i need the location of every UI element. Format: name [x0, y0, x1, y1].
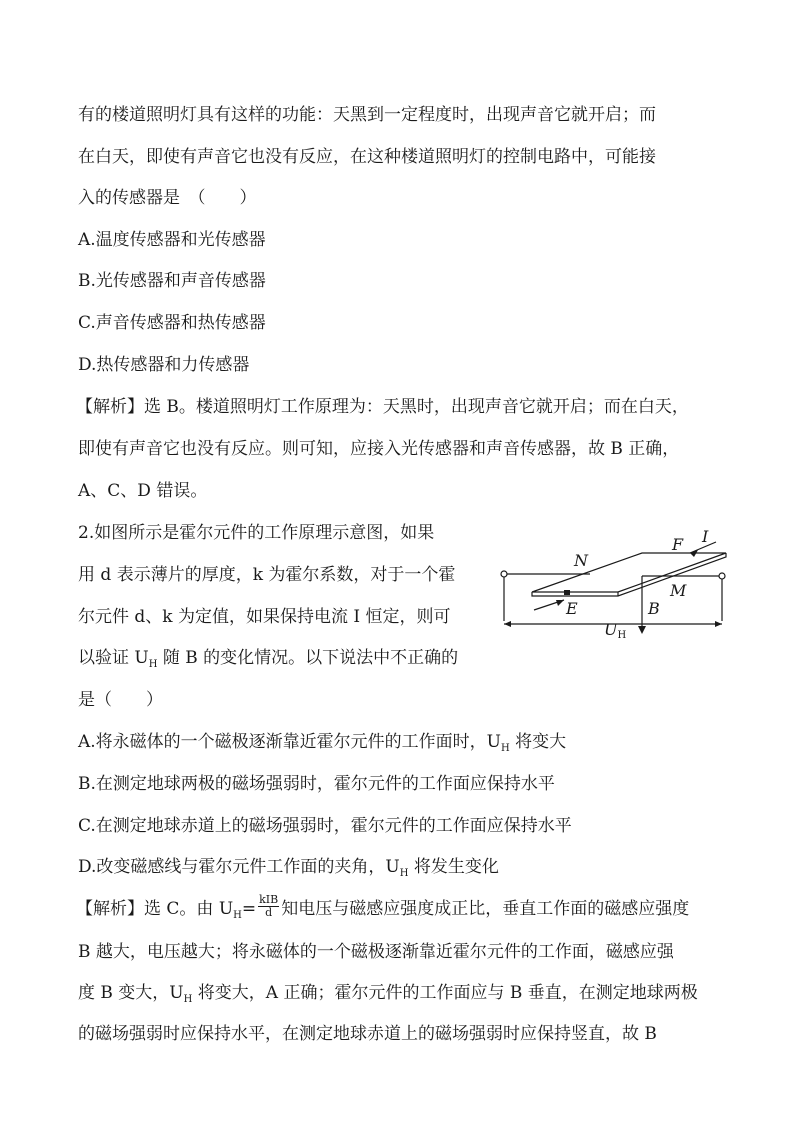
q2-stem-line-3: 尔元件 d、k 为定值，如果保持电流 I 恒定，则可 — [78, 607, 451, 627]
q1-analysis-line-2: 即使有声音它也没有反应。则可知，应接入光传感器和声音传感器，故 B 正确， — [78, 439, 680, 459]
label-i: I — [702, 527, 709, 546]
q1-option-b: B.光传感器和声音传感器 — [78, 271, 266, 291]
plate-top-face — [532, 553, 726, 592]
q1-stem-line-3: 入的传感器是 （ ） — [78, 188, 257, 208]
analysis-tag: 【解析】 — [76, 397, 144, 417]
q2-option-c: C.在测定地球赤道上的磁场强弱时，霍尔元件的工作面应保持水平 — [78, 816, 572, 836]
q2-option-d: D.改变磁感线与霍尔元件工作面的夹角，$U_H$ 将发生变化 — [78, 857, 499, 879]
q2-stem-line-2: 用 d 表示薄片的厚度，k 为霍尔系数，对于一个霍 — [78, 565, 456, 585]
q2-option-b: B.在测定地球两极的磁场强弱时，霍尔元件的工作面应保持水平 — [78, 774, 555, 794]
q2-stem-line-5: 是（ ） — [78, 690, 163, 710]
fraction-kib-over-d: $\frac{\text{kIB}}{d}$ — [259, 893, 279, 919]
label-n: N — [574, 551, 588, 570]
left-terminal — [501, 571, 507, 577]
uh-right-arrowhead — [715, 621, 722, 627]
label-f: F — [672, 535, 684, 554]
label-e: E — [566, 599, 578, 618]
q1-option-c: C.声音传感器和热传感器 — [78, 313, 266, 333]
label-m: M — [670, 581, 687, 600]
q2-analysis-line-1: 【解析】选 C。由 $U_H=$ $\frac{\text{kIB}}{d}$ 知电压与磁感应强度成正比，垂直工作面的磁感应强度 — [76, 893, 690, 921]
q1-stem-line-2: 在白天，即使有声音它也没有反应，在这种楼道照明灯的控制电路中，可能接 — [78, 147, 656, 167]
current-in-arrowhead — [556, 600, 564, 606]
q2-stem-line-1: 2.如图所示是霍尔元件的工作原理示意图，如果 — [78, 523, 435, 543]
q2-analysis-line-3: 度 B 变大，$U_H$ 将变大，A 正确；霍尔元件的工作面应与 B 垂直，在测定地球两极 — [78, 983, 698, 1005]
q2-stem-line-4: 以验证 $U_H$ 随 B 的变化情况。以下说法中不正确的 — [78, 648, 459, 670]
q1-analysis-line-1 — [76, 396, 689, 418]
q1-stem-line-1: 有的楼道照明灯具有这样的功能：天黑到一定程度时，出现声音它就开启；而 — [78, 105, 656, 125]
b-arrowhead — [638, 626, 646, 634]
analysis-tag: 【解析】 — [76, 899, 144, 919]
q2-analysis-line-4: 的磁场强弱时应保持水平，在测定地球赤道上的磁场强弱时应保持竖直，故 B — [78, 1024, 657, 1044]
q1-analysis-line-3: A、C、D 错误。 — [78, 481, 208, 501]
label-b: B — [648, 599, 660, 618]
label-uh: UH — [604, 620, 627, 640]
q2-option-a: A.将永磁体的一个磁极逐渐靠近霍尔元件的工作面时，$U_H$ 将变大 — [78, 732, 567, 754]
q1-analysis-text-1: 选 B。楼道照明灯工作原理为：天黑时，出现声音它就开启；而在白天， — [144, 397, 689, 417]
electrode-e — [564, 590, 570, 595]
q2-analysis-line-2: B 越大，电压越大；将永磁体的一个磁极逐渐靠近霍尔元件的工作面，磁感应强 — [78, 942, 674, 962]
hall-element-diagram — [494, 520, 730, 640]
right-terminal — [719, 573, 725, 579]
q1-option-a: A.温度传感器和光传感器 — [78, 230, 266, 250]
uh-left-arrowhead — [504, 621, 511, 627]
q1-option-d: D.热传感器和力传感器 — [78, 355, 250, 375]
